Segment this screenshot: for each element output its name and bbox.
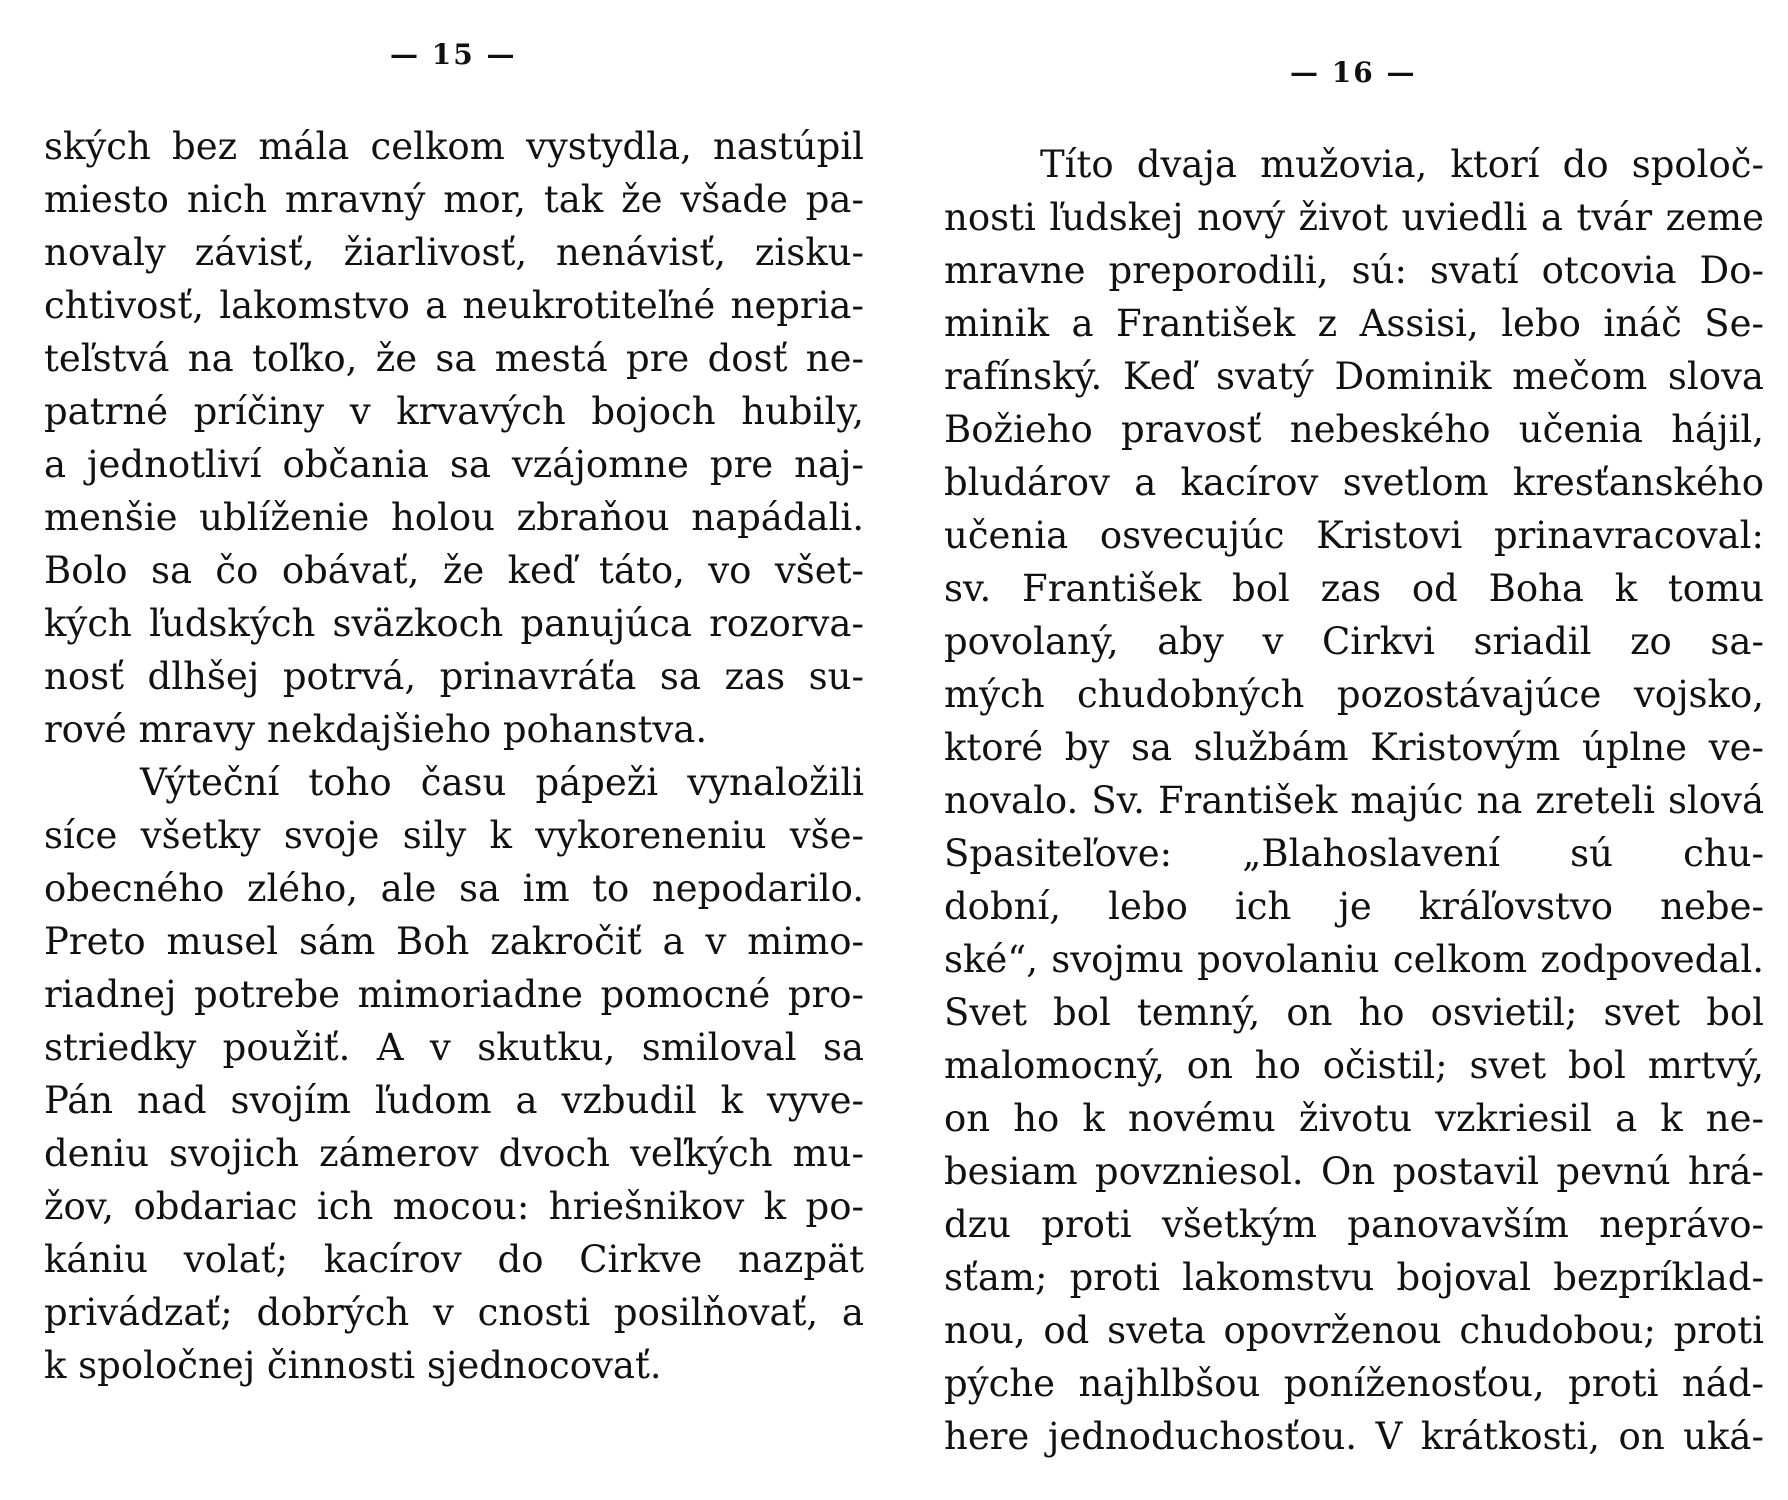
text-line: nou, od sveta opovrženou chudobou; proti bbox=[944, 1309, 1764, 1352]
text-line: dzu proti všetkým panovavším neprávo- bbox=[944, 1203, 1764, 1246]
text-line: privádzať; dobrých v cnosti posilňovať, a bbox=[44, 1291, 864, 1334]
text-line: nosť dlhšej potrvá, prinavráťa sa zas su- bbox=[44, 655, 864, 698]
page-number-right: — 16 — bbox=[1290, 56, 1417, 89]
text-line: Svet bol temný, on ho osvietil; svet bol bbox=[944, 991, 1764, 1034]
text-line: obecného zlého, ale sa im to nepodarilo. bbox=[44, 867, 864, 910]
text-line: malomocný, on ho očistil; svet bol mrtvý, bbox=[944, 1044, 1764, 1087]
text-line: mých chudobných pozostávajúce vojsko, bbox=[944, 673, 1764, 716]
text-line: novalo. Sv. František majúc na zreteli slová bbox=[944, 779, 1764, 822]
text-line: k spoločnej činnosti sjednocovať. bbox=[44, 1344, 662, 1387]
left-page-text bbox=[44, 120, 864, 1392]
text-line: žov, obdariac ich mocou: hriešnikov k po- bbox=[44, 1185, 864, 1228]
text-line: besiam povzniesol. On postavil pevnú hrá- bbox=[944, 1150, 1764, 1193]
text-line: sťam; proti lakomstvu bojoval bezpríklad- bbox=[944, 1256, 1764, 1299]
text-line: Spasiteľove: „Blahoslavení sú chu- bbox=[944, 832, 1764, 875]
text-line: Výteční toho času pápeži vynaložili bbox=[140, 761, 864, 804]
text-line: patrné príčiny v krvavých bojoch hubily, bbox=[44, 390, 864, 433]
text-line: chtivosť, lakomstvo a neukrotiteľné nepria- bbox=[44, 284, 864, 327]
text-line: kých ľudských sväzkoch panujúca rozorva- bbox=[44, 602, 864, 645]
text-line: teľstvá na toľko, že sa mestá pre dosť ne- bbox=[44, 337, 864, 380]
text-line: síce všetky svoje sily k vykoreneniu vše- bbox=[44, 814, 864, 857]
text-line: sv. František bol zas od Boha k tomu bbox=[944, 567, 1764, 610]
text-line: on ho k novému životu vzkriesil a k ne- bbox=[944, 1097, 1764, 1140]
text-line: Títo dvaja mužovia, ktorí do spoloč- bbox=[1040, 143, 1764, 186]
text-line: ské“, svojmu povolaniu celkom zodpovedal. bbox=[944, 938, 1764, 981]
text-line: nosti ľudskej nový život uviedli a tvár zeme bbox=[944, 196, 1764, 239]
text-line: rové mravy nekdajšieho pohanstva. bbox=[44, 708, 708, 751]
page-number-left: — 15 — bbox=[390, 38, 517, 71]
text-line: Preto musel sám Boh zakročiť a v mimo- bbox=[44, 920, 864, 963]
text-line: povolaný, aby v Cirkvi sriadil zo sa- bbox=[944, 620, 1764, 663]
text-line: rafínský. Keď svatý Dominik mečom slova bbox=[944, 355, 1764, 398]
right-page-text bbox=[944, 138, 1764, 1463]
text-line: striedky použiť. A v skutku, smiloval sa bbox=[44, 1026, 864, 1069]
text-line: mravne preporodili, sú: svatí otcovia Do- bbox=[944, 249, 1764, 292]
text-line: Bolo sa čo obávať, že keď táto, vo všet- bbox=[44, 549, 864, 592]
text-line: ských bez mála celkom vystydla, nastúpil bbox=[44, 125, 864, 168]
text-line: miesto nich mravný mor, tak že všade pa- bbox=[44, 178, 864, 221]
text-line: ktoré by sa službám Kristovým úplne ve- bbox=[944, 726, 1764, 769]
text-line: minik a František z Assisi, lebo ináč Se- bbox=[944, 302, 1764, 345]
text-line: Božieho pravosť nebeského učenia hájil, bbox=[944, 408, 1764, 451]
text-line: novaly závisť, žiarlivosť, nenávisť, zisku- bbox=[44, 231, 864, 274]
text-line: dobní, lebo ich je kráľovstvo nebe- bbox=[944, 885, 1764, 928]
text-line: riadnej potrebe mimoriadne pomocné pro- bbox=[44, 973, 864, 1016]
text-line: menšie ublíženie holou zbraňou napádali. bbox=[44, 496, 864, 539]
text-line: here jednoduchosťou. V krátkosti, on uká- bbox=[944, 1415, 1764, 1458]
text-line: Pán nad svojím ľudom a vzbudil k vyve- bbox=[44, 1079, 864, 1122]
text-line: deniu svojich zámerov dvoch veľkých mu- bbox=[44, 1132, 864, 1175]
text-line: bludárov a kacírov svetlom kresťanského bbox=[944, 461, 1764, 504]
text-line: kániu volať; kacírov do Cirkve nazpät bbox=[44, 1238, 864, 1281]
text-line: učenia osvecujúc Kristovi prinavracoval: bbox=[944, 514, 1764, 557]
text-line: pýche najhlbšou poníženosťou, proti nád- bbox=[944, 1362, 1764, 1405]
text-line: a jednotliví občania sa vzájomne pre naj- bbox=[44, 443, 864, 486]
